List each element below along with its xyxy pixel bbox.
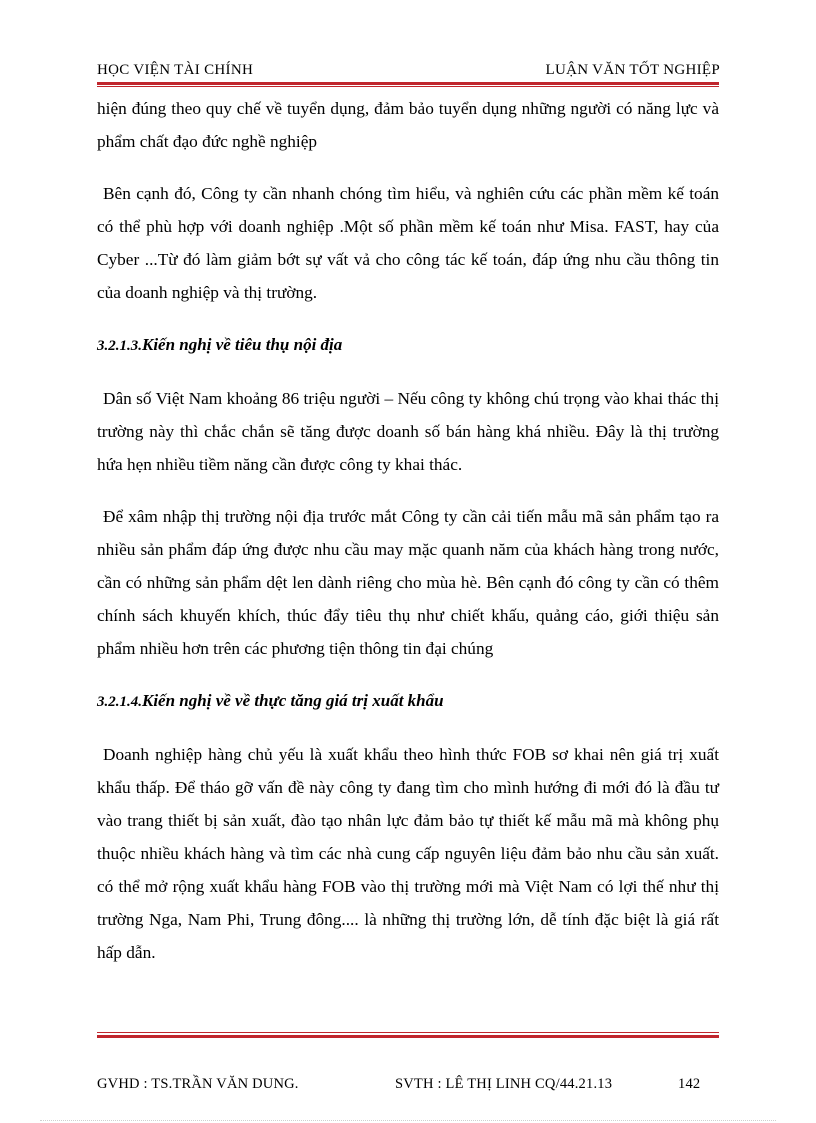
footer-rule-thick [97, 1035, 719, 1038]
paragraph-export: Doanh nghiệp hàng chủ yếu là xuất khẩu theo hình thức FOB sơ khai nên giá trị xuất khẩu thấp. Để tháo gỡ vấn đề này công ty đang tìm cho mình hướng đi mới đó là đầu tư vào trang thiết bị sản xuất, đào tạo nhân lực đảm bảo tự thiết kế mẫu mã mà không phụ thuộc nhiều khách hàng và tìm các nhà cung cấp nguyên liệu đảm bảo nhu cầu sản xuất. có thể mở rộng xuất khẩu hàng FOB vào thị trường mới mà Việt Nam có lợi thế như thị trường Nga, Nam Phi, Trung đông.... là những thị trường lớn, dễ tính đặc biệt là giá rất hấp dẫn. [97, 745, 719, 962]
footer-student: SVTH : LÊ THỊ LINH CQ/44.21.13 [395, 1076, 613, 1092]
paragraph-domestic-market: Để xâm nhập thị trường nội địa trước mắt Công ty cần cải tiến mẫu mã sản phẩm tạo ra nhiều sản phẩm đáp ứng được nhu cầu may mặc quanh năm của khách hàng trong nước, cần có những sản phẩm dệt len dành riêng cho mùa hè. Bên cạnh đó công ty cần có thêm chính sách khuyến khích, thúc đẩy tiêu thụ như chiết khấu, quảng cáo, giới thiệu sản phẩm nhiều hơn trên các phương tiện thông tin đại chúng [97, 507, 719, 658]
section-heading-export [97, 684, 719, 719]
section-number: 3.2.1.4. [97, 694, 142, 710]
page-edge-divider [40, 1120, 776, 1121]
header-rule-thick [97, 82, 719, 85]
footer-supervisor: GVHD : TS.TRẦN VĂN DUNG. [97, 1076, 299, 1092]
section-heading-domestic [97, 328, 719, 363]
paragraph-accounting-software: Bên cạnh đó, Công ty cần nhanh chóng tìm hiểu, và nghiên cứu các phần mềm kế toán có thể phù hợp với doanh nghiệp .Một số phần mềm kế toán như Misa. FAST, hay của Cyber ...Từ đó làm giảm bớt sự vất vả cho công tác kế toán, đáp ứng nhu cầu thông tin của doanh nghiệp và thị trường. [97, 184, 719, 302]
header-institution: HỌC VIỆN TÀI CHÍNH [97, 62, 254, 78]
page-header [97, 62, 720, 84]
footer-rule-thin [97, 1032, 719, 1033]
section-title: Kiến nghị về tiêu thụ nội địa [142, 335, 343, 354]
section-title: Kiến nghị về về thực tăng giá trị xuất khẩu [142, 691, 444, 710]
page-body [97, 92, 719, 969]
footer-rule [97, 1032, 719, 1040]
page-number: 142 [678, 1076, 701, 1092]
section-number: 3.2.1.3. [97, 338, 142, 354]
header-rule [97, 82, 719, 88]
paragraph-recruitment: hiện đúng theo quy chế về tuyển dụng, đảm bảo tuyển dụng những người có năng lực và phẩm chất đạo đức nghề nghiệp [97, 99, 719, 151]
paragraph-population: Dân số Việt Nam khoảng 86 triệu người – Nếu công ty không chú trọng vào khai thác thị trường này thì chắc chắn sẽ tăng được doanh số bán hàng khá nhiều. Đây là thị trường hứa hẹn nhiều tiềm năng cần được công ty khai thác. [97, 389, 719, 474]
header-rule-thin [97, 86, 719, 87]
header-document-type: LUẬN VĂN TỐT NGHIỆP [545, 62, 720, 78]
